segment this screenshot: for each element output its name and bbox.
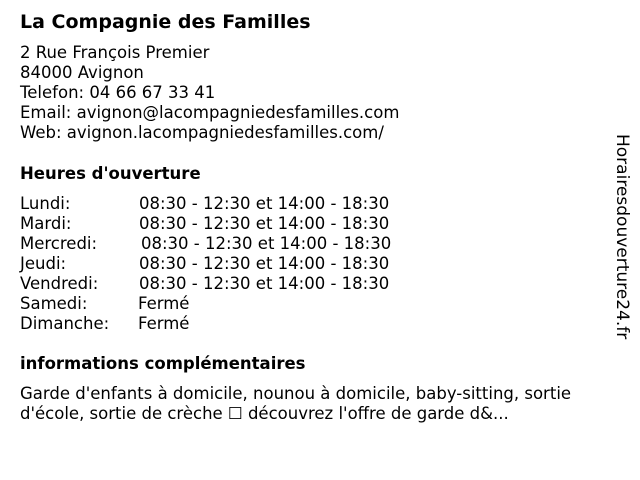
day-label: Lundi: bbox=[20, 194, 71, 213]
hours-row-friday bbox=[20, 274, 440, 294]
hours-row-saturday bbox=[20, 294, 440, 314]
hours-row-sunday bbox=[20, 314, 440, 334]
contact-block bbox=[20, 43, 399, 143]
email-address: Email: avignon@lacompagniedesfamilles.com bbox=[20, 103, 400, 122]
day-hours: Fermé bbox=[138, 294, 190, 313]
day-label: Jeudi: bbox=[20, 254, 67, 273]
hours-row-thursday bbox=[20, 254, 440, 274]
day-label: Mercredi: bbox=[20, 234, 98, 253]
street-address: 2 Rue François Premier bbox=[20, 43, 210, 62]
day-hours: Fermé bbox=[138, 314, 190, 333]
day-hours: 08:30 - 12:30 et 14:00 - 18:30 bbox=[139, 214, 390, 233]
additional-info-heading: informations complémentaires bbox=[20, 354, 306, 373]
day-label: Vendredi: bbox=[20, 274, 99, 293]
day-hours: 08:30 - 12:30 et 14:00 - 18:30 bbox=[139, 194, 390, 213]
business-name: La Compagnie des Familles bbox=[20, 11, 311, 33]
hours-row-tuesday bbox=[20, 214, 440, 234]
hours-row-monday bbox=[20, 194, 440, 214]
day-hours: 08:30 - 12:30 et 14:00 - 18:30 bbox=[139, 254, 390, 273]
day-hours: 08:30 - 12:30 et 14:00 - 18:30 bbox=[141, 234, 392, 253]
day-label: Mardi: bbox=[20, 214, 72, 233]
day-label: Dimanche: bbox=[20, 314, 110, 333]
site-watermark: Horairesdouverture24.fr bbox=[612, 134, 632, 340]
hours-row-wednesday bbox=[20, 234, 440, 254]
opening-hours-heading: Heures d'ouverture bbox=[20, 164, 201, 183]
day-label: Samedi: bbox=[20, 294, 88, 313]
day-hours: 08:30 - 12:30 et 14:00 - 18:30 bbox=[139, 274, 390, 293]
website: Web: avignon.lacompagniedesfamilles.com/ bbox=[20, 123, 384, 142]
additional-info-text: Garde d'enfants à domicile, nounou à domicile, baby-sitting, sortie d'école, sortie de crèche ☐ découvrez l'offre de garde d&... bbox=[20, 384, 572, 423]
city-postal: 84000 Avignon bbox=[20, 63, 144, 82]
phone-number: Telefon: 04 66 67 33 41 bbox=[20, 83, 216, 102]
opening-hours-table bbox=[20, 194, 440, 334]
